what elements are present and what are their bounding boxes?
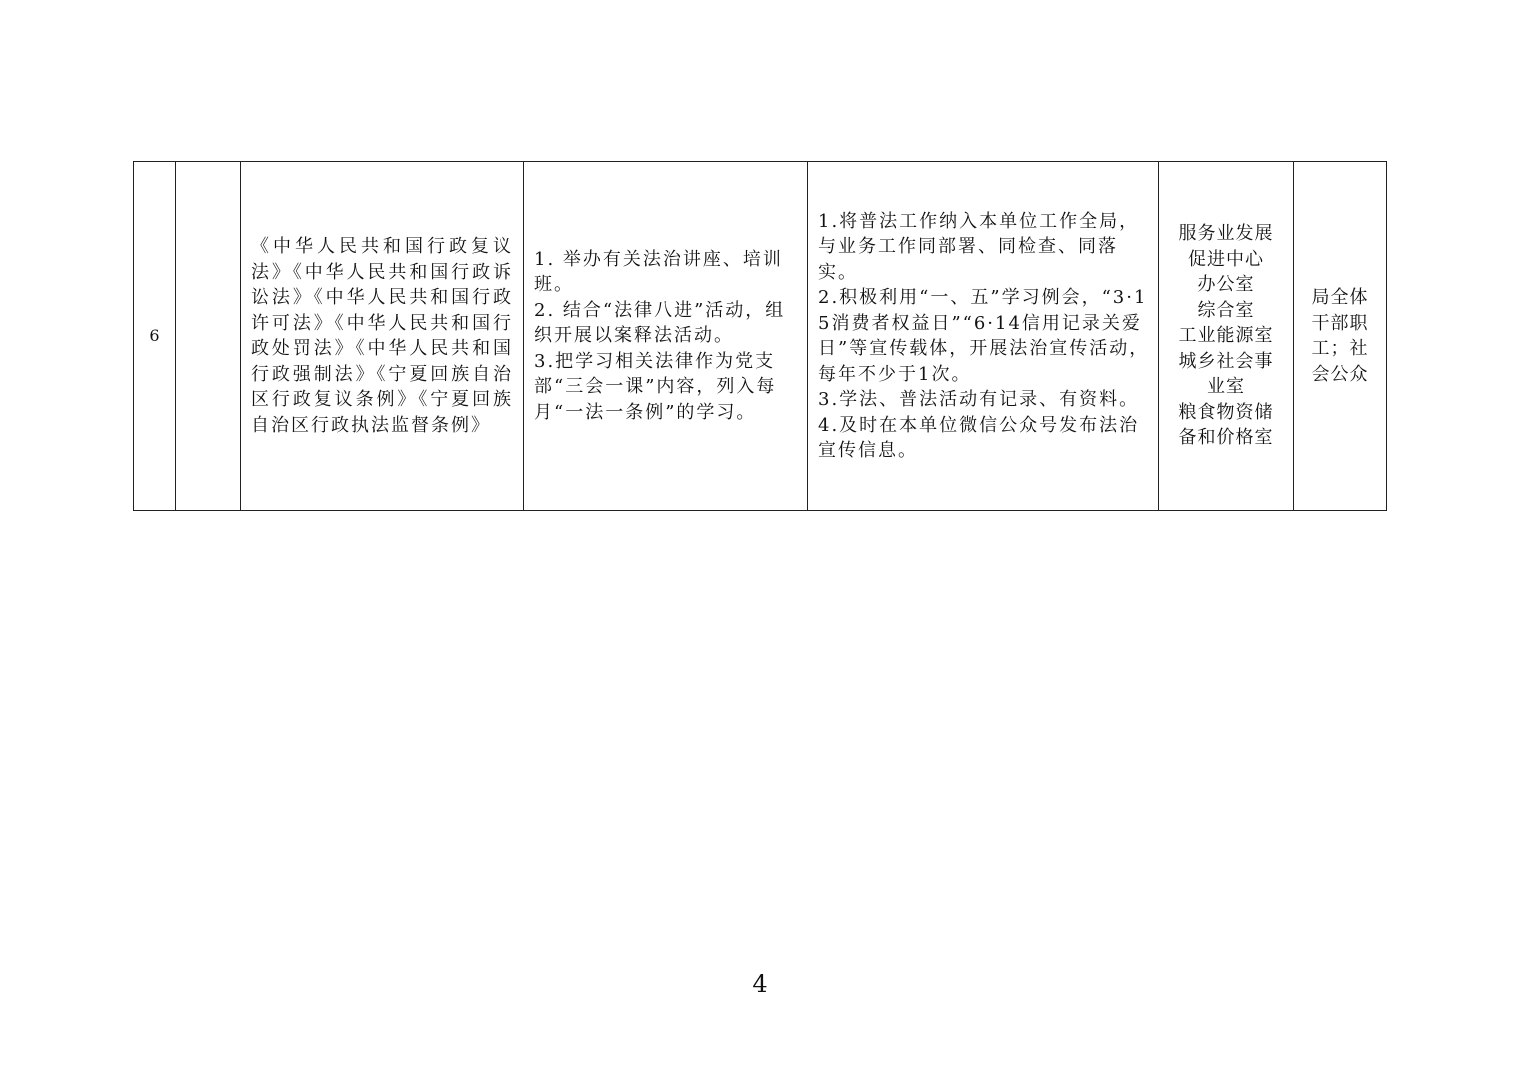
department-line: 综合室	[1197, 299, 1255, 321]
department-line: 办公室	[1197, 274, 1255, 296]
department-line: 城乡社会事	[1178, 350, 1274, 372]
measure-item: 4.及时在本单位微信公众号发布法治宣传信息。	[818, 414, 1140, 461]
activity-item: 2. 结合“法律八进”活动，组织开展以案释法活动。	[534, 299, 786, 347]
departments-cell	[1159, 162, 1294, 511]
department-line: 粮食物资储	[1178, 401, 1274, 423]
measure-item: 2.积极利用“一、五”学习例会，“3·15消费者权益日”“6·14信用记录关爱日”等宣传载体，开展法治宣传活动，每年不少于1次。	[818, 287, 1150, 385]
measure-item: 3.学法、普法活动有记录、有资料。	[818, 389, 1140, 410]
department-line: 业室	[1207, 376, 1245, 398]
measures-cell	[808, 162, 1159, 511]
plan-table-wrapper	[133, 161, 1386, 511]
row-number-cell: 6	[134, 162, 176, 511]
table-row	[134, 162, 1387, 511]
activity-item: 3.把学习相关法律作为党支部“三会一课”内容，列入每月“一法一条例”的学习。	[534, 350, 777, 423]
targets-cell: 局全体干部职工；社会公众	[1294, 162, 1387, 511]
department-line: 促进中心	[1188, 248, 1264, 270]
activities-cell	[524, 162, 808, 511]
category-cell	[176, 162, 241, 511]
department-line: 工业能源室	[1178, 325, 1274, 347]
measure-item: 1.将普法工作纳入本单位工作全局，与业务工作同部署、同检查、同落实。	[818, 210, 1140, 283]
laws-cell: 《中华人民共和国行政复议法》《中华人民共和国行政诉讼法》《中华人民共和国行政许可法》《中华人民共和国行政处罚法》《中华人民共和国行政强制法》《宁夏回族自治区行政复议条例》《宁夏回族自治区行政执法监督条例》	[241, 162, 524, 511]
plan-table	[133, 161, 1387, 511]
page-number: 4	[752, 970, 768, 998]
department-line: 服务业发展	[1178, 223, 1274, 245]
activity-item: 1. 举办有关法治讲座、培训班。	[534, 248, 783, 296]
department-line: 备和价格室	[1178, 427, 1274, 449]
